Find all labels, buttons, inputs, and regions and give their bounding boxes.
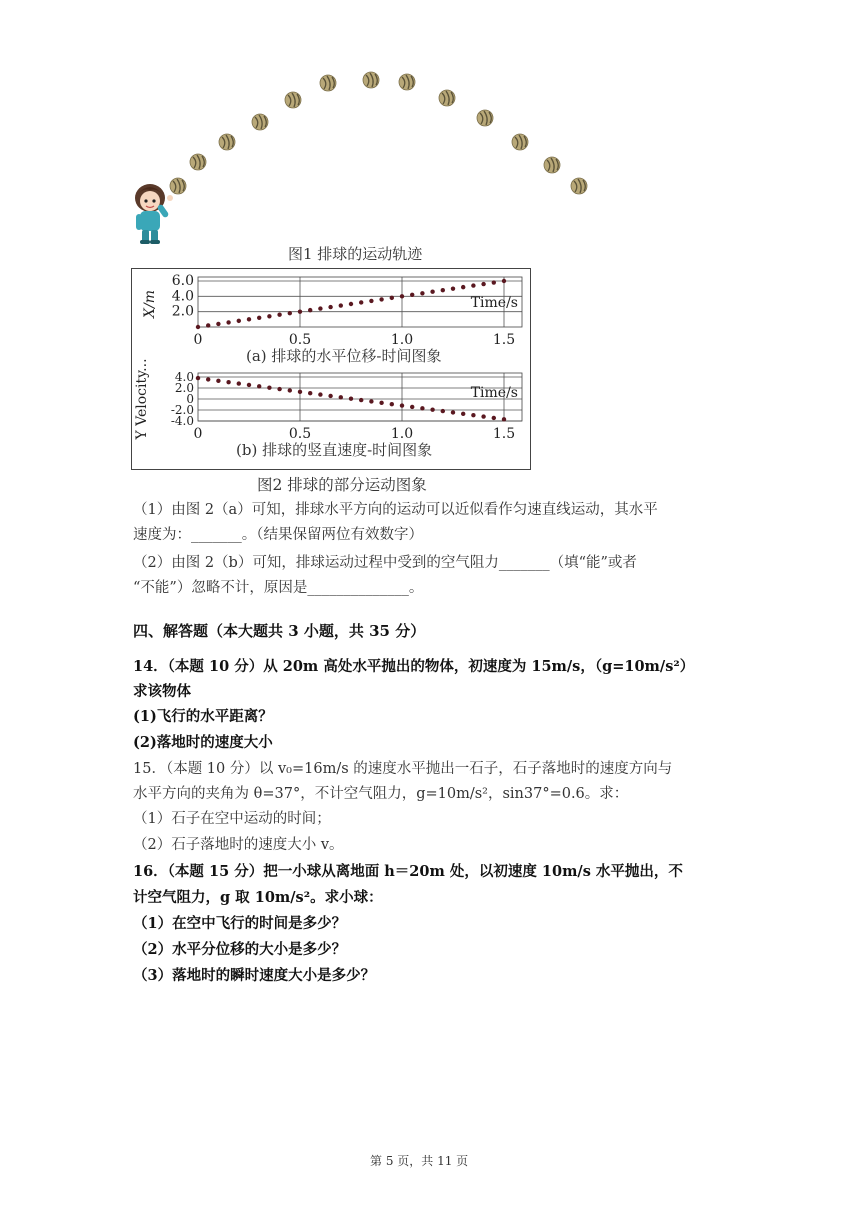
page-footer: 第 5 页，共 11 页: [370, 1154, 469, 1168]
chart-subcaption: (a) 排球的水平位移-时间图象: [246, 347, 442, 365]
y-tick-label: 0: [186, 392, 194, 406]
data-point: [430, 290, 434, 294]
data-point: [288, 388, 292, 392]
data-point: [298, 309, 302, 313]
volleyball-icon: [477, 110, 493, 126]
figure1-caption: 图1 排球的运动轨迹: [288, 245, 423, 263]
data-point: [318, 306, 322, 310]
data-point: [379, 297, 383, 301]
data-point: [288, 311, 292, 315]
data-point: [471, 283, 475, 287]
y-tick-label: -4.0: [170, 414, 194, 428]
data-point: [451, 286, 455, 290]
data-point: [410, 293, 414, 297]
volleyball-icon: [219, 134, 235, 150]
q14-line4: (2)落地时的速度大小: [133, 734, 273, 751]
q16-line1: 16．（本题 15 分）把一小球从离地面 h＝20m 处，以初速度 10m/s 水平抛出，不: [133, 863, 683, 880]
data-point: [471, 413, 475, 417]
q13-part1-line1: （1）由图 2（a）可知，排球水平方向的运动可以近似看作匀速直线运动，其水平: [133, 502, 658, 518]
data-point: [277, 387, 281, 391]
x-tick-label: 1.5: [492, 332, 516, 348]
q13-part1-line2: 速度为：_______。（结果保留两位有效数字）: [133, 527, 423, 543]
q16-line4: （2）水平分位移的大小是多少？: [133, 941, 347, 958]
y-tick-label: 4.0: [171, 288, 194, 305]
data-point: [216, 379, 220, 383]
q16-line5: （3）落地时的瞬时速度大小是多少？: [133, 967, 376, 984]
y-axis-label: Y Velocity...: [134, 358, 150, 440]
data-point: [216, 322, 220, 326]
data-point: [277, 313, 281, 317]
x-tick-label: 0: [193, 332, 203, 348]
q15-line4: （2）石子落地时的速度大小 v。: [133, 837, 344, 853]
q14-line1: 14．（本题 10 分）从 20m 高处水平抛出的物体，初速度为 15m/s，（g=10m/s²）: [133, 658, 695, 675]
data-point: [339, 395, 343, 399]
motion-charts: [132, 269, 530, 467]
q14-line2: 求该物体: [133, 683, 191, 700]
volleyball-icon: [439, 90, 455, 106]
data-point: [196, 325, 200, 329]
data-point: [267, 314, 271, 318]
data-point: [267, 386, 271, 390]
data-point: [196, 376, 200, 380]
data-point: [237, 319, 241, 323]
data-point: [400, 294, 404, 298]
x-tick-label: 0: [193, 426, 203, 442]
volleyball-icon: [363, 72, 379, 88]
figure1: [120, 60, 620, 263]
data-point: [257, 384, 261, 388]
figure2-caption: 图2 排球的部分运动图象: [257, 476, 427, 494]
volleyball-icon: [170, 178, 186, 194]
data-point: [492, 416, 496, 420]
data-point: [328, 305, 332, 309]
data-point: [359, 398, 363, 402]
data-point: [318, 392, 322, 396]
trajectory-illustration: [120, 60, 620, 250]
x-axis-label: Time/s: [470, 385, 518, 401]
y-tick-label: -2.0: [170, 403, 194, 417]
data-point: [339, 303, 343, 307]
data-point: [237, 381, 241, 385]
section4-heading: 四、解答题（本大题共 3 小题，共 35 分）: [133, 622, 426, 640]
y-tick-label: 6.0: [171, 273, 194, 289]
y-tick-label: 2.0: [174, 381, 194, 395]
data-point: [247, 383, 251, 387]
y-tick-label: 4.0: [174, 370, 194, 384]
data-point: [206, 377, 210, 381]
data-point: [369, 299, 373, 303]
data-point: [410, 405, 414, 409]
data-point: [359, 300, 363, 304]
data-point: [481, 282, 485, 286]
figure2: [131, 268, 531, 470]
data-point: [502, 279, 506, 283]
data-point: [308, 308, 312, 312]
y-axis-label: X/m: [142, 290, 158, 318]
q15-line3: （1）石子在空中运动的时间；: [133, 811, 331, 827]
data-point: [206, 323, 210, 327]
data-point: [247, 317, 251, 321]
q15-line2: 水平方向的夹角为 θ=37°，不计空气阻力，g=10m/s²，sin37°=0.6。求：: [133, 786, 629, 802]
x-tick-label: 1.5: [492, 426, 516, 442]
data-point: [349, 397, 353, 401]
x-tick-label: 1.0: [390, 332, 414, 348]
data-point: [349, 302, 353, 306]
chart-subcaption: (b) 排球的竖直速度-时间图象: [236, 441, 433, 459]
data-point: [451, 410, 455, 414]
y-tick-label: 2.0: [171, 303, 194, 320]
data-point: [461, 412, 465, 416]
data-point: [420, 291, 424, 295]
volleyball-icon: [252, 114, 268, 130]
data-point: [328, 394, 332, 398]
data-point: [390, 402, 394, 406]
volleyball-icon: [399, 74, 415, 90]
data-point: [502, 417, 506, 421]
data-point: [226, 320, 230, 324]
q16-line2: 计空气阻力，g 取 10m/s²。求小球：: [133, 889, 383, 906]
data-point: [441, 288, 445, 292]
volleyball-icon: [544, 157, 560, 173]
x-tick-label: 1.0: [390, 426, 414, 442]
data-point: [420, 406, 424, 410]
data-point: [400, 403, 404, 407]
data-point: [481, 414, 485, 418]
data-point: [226, 380, 230, 384]
data-point: [390, 296, 394, 300]
data-point: [298, 390, 302, 394]
volleyball-icon: [571, 178, 587, 194]
data-point: [430, 408, 434, 412]
data-point: [492, 280, 496, 284]
q16-line3: （1）在空中飞行的时间是多少？: [133, 915, 347, 932]
volleyball-icon: [190, 154, 206, 170]
data-point: [257, 316, 261, 320]
x-tick-label: 0.5: [288, 332, 312, 348]
volleyball-icon: [285, 92, 301, 108]
x-tick-label: 0.5: [288, 426, 312, 442]
data-point: [461, 285, 465, 289]
girl-figure-icon: [135, 184, 173, 244]
volleyball-icon: [512, 134, 528, 150]
volleyball-icon: [320, 75, 336, 91]
data-point: [441, 409, 445, 413]
q13-part2-line2: “不能”）忽略不计，原因是______________。: [133, 580, 424, 596]
q15-line1: 15．（本题 10 分）以 v₀=16m/s 的速度水平抛出一石子，石子落地时的速度方向与: [133, 761, 673, 777]
data-point: [308, 391, 312, 395]
data-point: [379, 401, 383, 405]
data-point: [369, 399, 373, 403]
q13-part2-line1: （2）由图 2（b）可知，排球运动过程中受到的空气阻力_______（填“能”或者: [133, 555, 637, 571]
q14-line3: (1)飞行的水平距离？: [133, 708, 273, 725]
x-axis-label: Time/s: [470, 295, 518, 311]
